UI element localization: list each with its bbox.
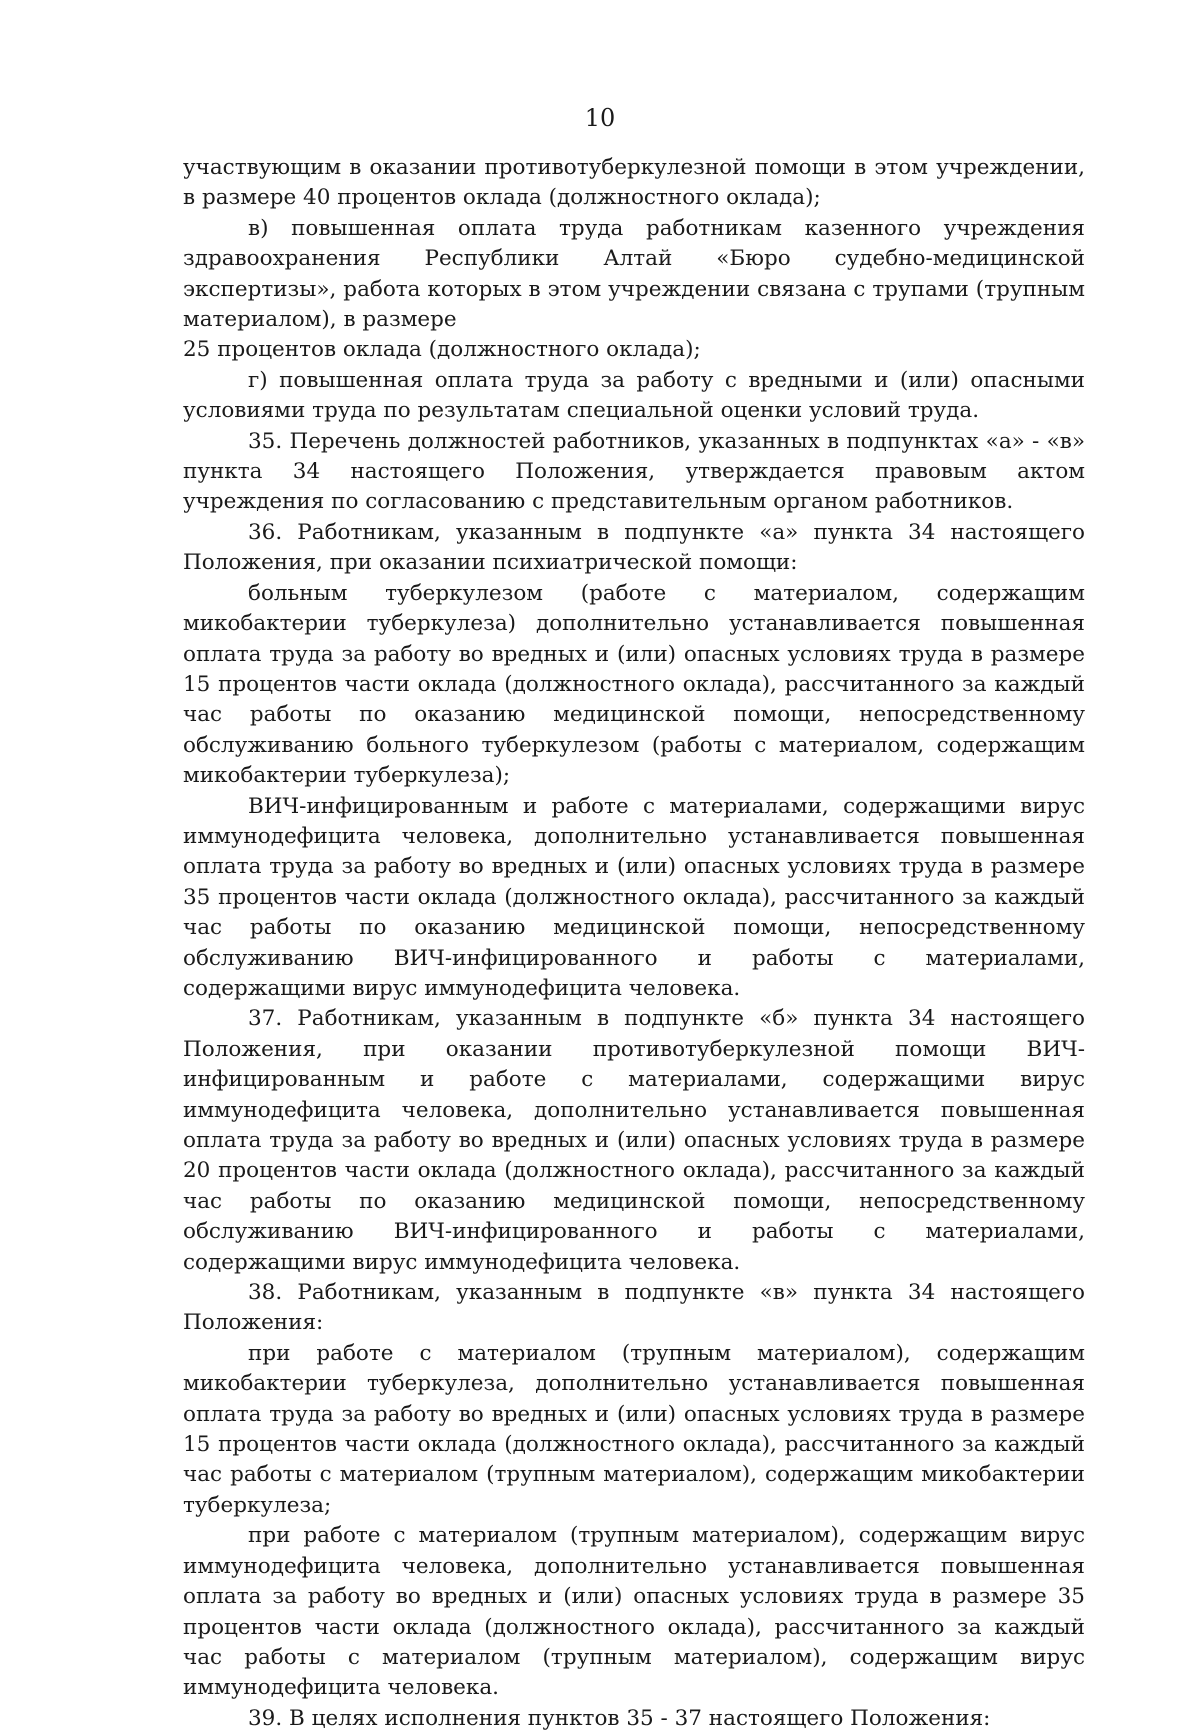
page-number: 10 [584,104,616,132]
paragraph: г) повышенная оплата труда за работу с вредными и (или) опасными условиями труда по результатам специальной оценки условий труда. [183,367,1085,424]
paragraph: при работе с материалом (трупным материалом), содержащим вирус иммунодефицита человека, дополнительно устанавливается повышенная оплата за работу во вредных и (или) опасных условиях труда в размере 35 процентов части оклада (должностного оклада), рассчитанного за каждый час работы с материалом (трупным материалом), содержащим вирус иммунодефицита человека. [183,1523,1085,1701]
paragraph: 38. Работникам, указанным в подпункте «в» пункта 34 настоящего Положения: [183,1280,1085,1336]
paragraph: 36. Работникам, указанным в подпункте «а» пункта 34 настоящего Положения, при оказании психиатрической помощи: [183,519,1085,576]
paragraph: 37. Работникам, указанным в подпункте «б» пункта 34 настоящего Положения, при оказании противотуберкулезной помощи ВИЧ-инфицированным и работе с материалами, содержащими вирус иммунодефицита человека, дополнительно устанавливается повышенная оплата труда за работу во вредных и (или) опасных условиях труда в размере 20 процентов части оклада (должностного оклада), рассчитанного за каждый час работы по оказанию медицинской помощи, непосредственному обслуживанию ВИЧ-инфицированного и работы с материалами, содержащими вирус иммунодефицита человека. [183,1006,1085,1275]
paragraph: при работе с материалом (трупным материалом), содержащим микобактерии туберкулеза, дополнительно устанавливается повышенная оплата труда за работу во вредных и (или) опасных условиях труда в размере 15 процентов части оклада (должностного оклада), рассчитанного за каждый час работы с материалом (трупным материалом), содержащим микобактерии туберкулеза; [183,1340,1085,1518]
paragraph: 35. Перечень должностей работников, указанных в подпунктах «а» - «в» пункта 34 настоящего Положения, утверждается правовым актом учреждения по согласованию с представительным органом работников. [183,428,1085,515]
paragraph: в) повышенная оплата труда работникам казенного учреждения здравоохранения Республики Алтай «Бюро судебно-медицинской экспертизы», работа которых в этом учреждении связана с трупами (трупным материалом), в размере [183,215,1085,333]
paragraph: участвующим в оказании противотуберкулезной помощи в этом учреждении, в размере 40 процентов оклада (должностного оклада); [183,155,1085,211]
document-body [183,153,1085,1734]
paragraph: больным туберкулезом (работе с материалом, содержащим микобактерии туберкулеза) дополнительно устанавливается повышенная оплата труда за работу во вредных и (или) опасных условиях труда в размере 15 процентов части оклада (должностного оклада), рассчитанного за каждый час работы по оказанию медицинской помощи, непосредственному обслуживанию больного туберкулезом (работы с материалом, содержащим микобактерии туберкулеза); [183,580,1085,789]
paragraph: 25 процентов оклада (должностного оклада); [183,337,701,363]
paragraph: ВИЧ-инфицированным и работе с материалами, содержащими вирус иммунодефицита человека, дополнительно устанавливается повышенная оплата труда за работу во вредных и (или) опасных условиях труда в размере 35 процентов части оклада (должностного оклада), рассчитанного за каждый час работы по оказанию медицинской помощи, непосредственному обслуживанию ВИЧ-инфицированного и работы с материалами, содержащими вирус иммунодефицита человека. [183,793,1085,1001]
paragraph: 39. В целях исполнения пунктов 35 - 37 настоящего Положения: [248,1705,991,1731]
